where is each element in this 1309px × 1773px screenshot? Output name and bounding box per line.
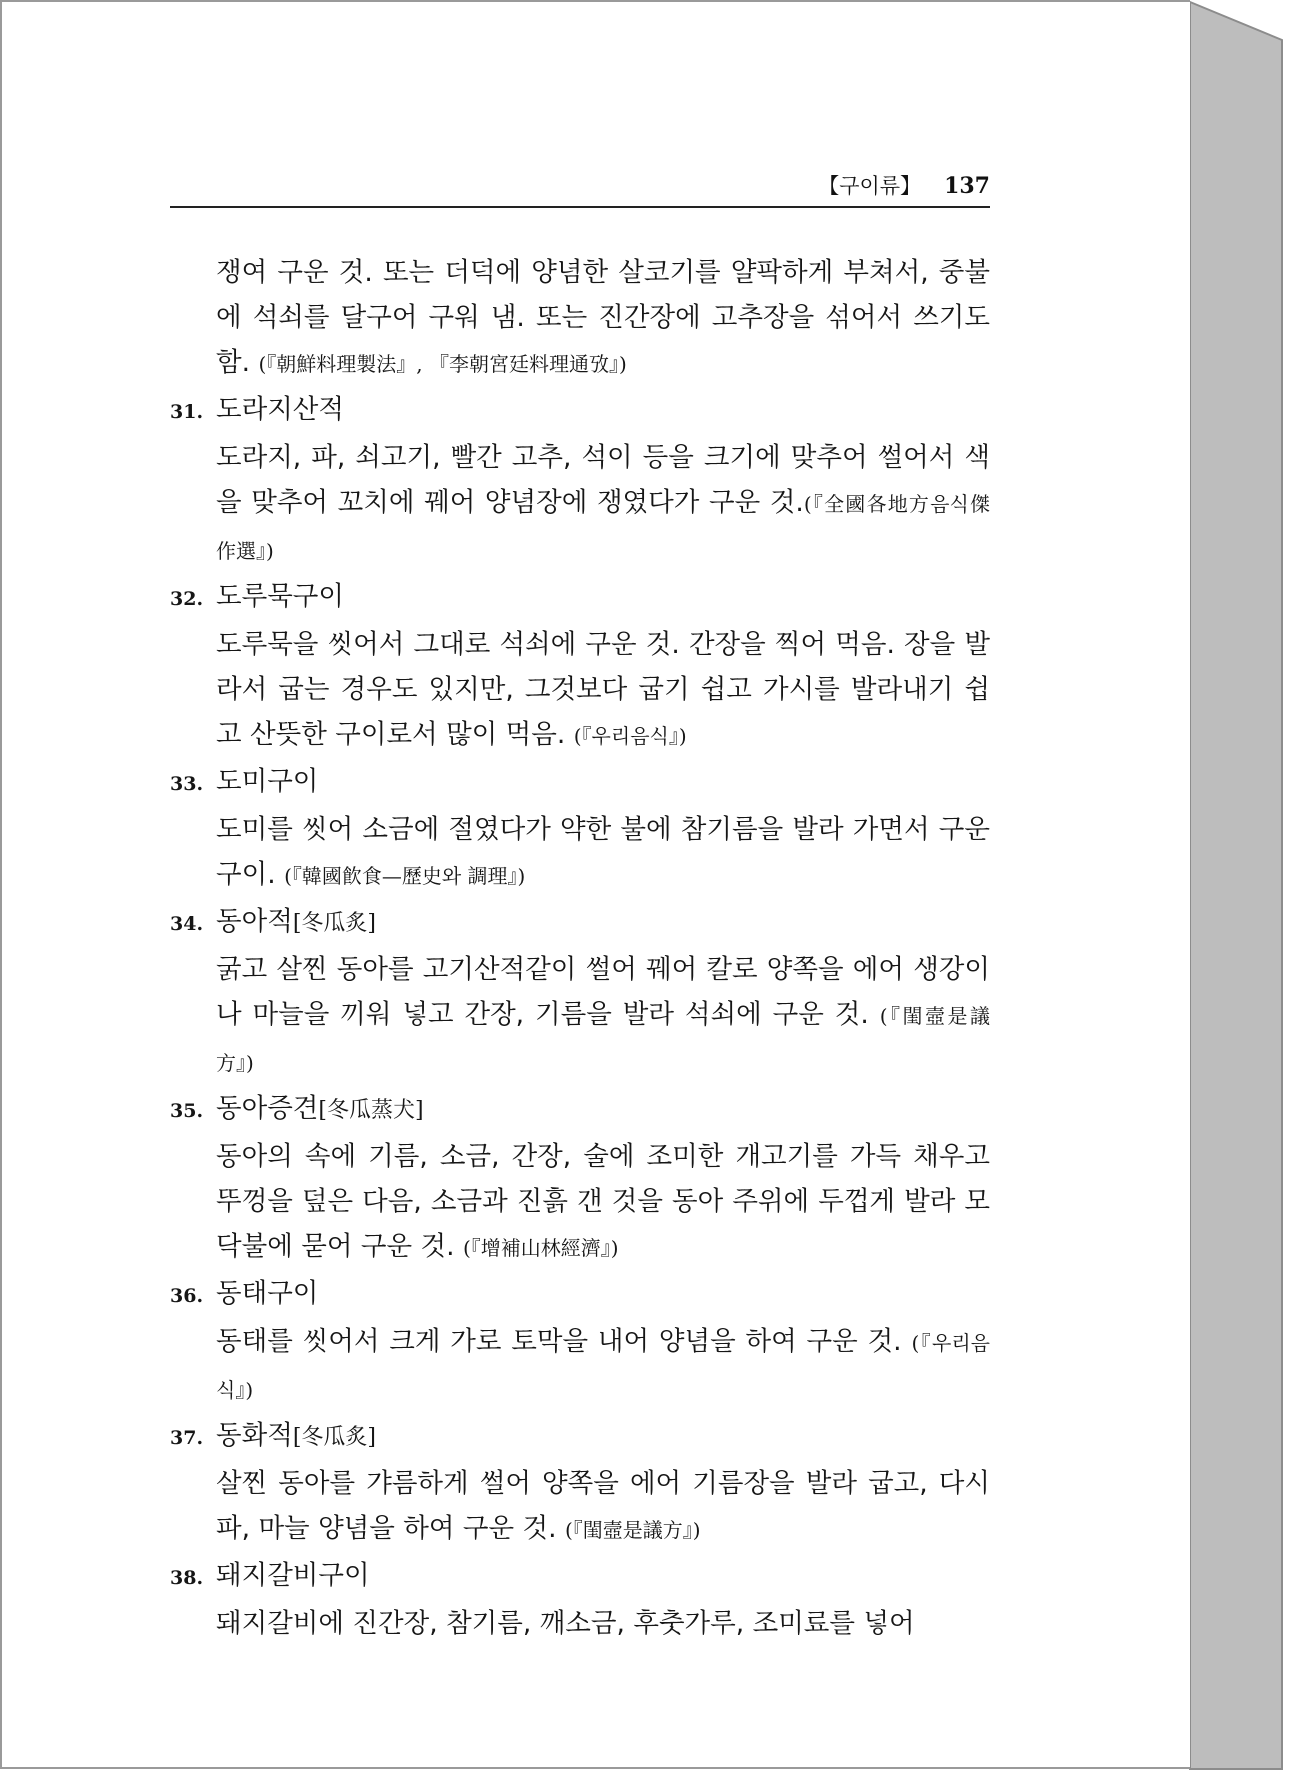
intro-paragraph [170,250,990,387]
entry-38 [170,1553,990,1648]
entry-heading [170,1553,990,1601]
entry-36 [170,1271,990,1413]
entry-citation: (『우리음식』) [216,1331,990,1402]
entry-text [170,1319,990,1413]
entry-number: 36. [170,1285,204,1307]
entry-heading [170,1271,990,1319]
entry-text [170,807,990,899]
entry-citation: (『韓國飮食—歷史와 調理』) [284,864,526,888]
entry-body: 굵고 살찐 동아를 고기산적같이 썰어 꿰어 칼로 양쪽을 에어 생강이나 마늘을 끼워 넣고 간장, 기름을 발라 석쇠에 구운 것. [216,954,990,1030]
entry-text [170,1601,990,1648]
page-number: 137 [944,173,990,199]
entry-text [170,435,990,574]
entry-32 [170,574,990,759]
entry-citation: (『增補山林經濟』) [462,1236,619,1260]
entry-heading [170,759,990,807]
entry-title: 도라지산적 [216,394,344,425]
entry-text [170,1134,990,1271]
entry-title: 도미구이 [216,766,319,797]
entry-citation: (『우리음식』) [573,724,687,748]
entry-title: 도루묵구이 [216,581,344,612]
intro-citation: (『朝鮮料理製法』, 『李朝宮廷料理通攷』) [258,352,627,376]
section-title: 【구이류】 [818,174,922,198]
entry-number: 37. [170,1427,204,1449]
entry-number: 32. [170,588,204,610]
entry-34 [170,899,990,1086]
entry-hanja: [冬瓜蒸犬] [318,1098,424,1123]
entry-number: 33. [170,773,204,795]
entry-heading [170,1413,990,1461]
entry-heading [170,1086,990,1134]
header-rule [170,206,990,208]
entry-35 [170,1086,990,1271]
entry-hanja: [冬瓜炙] [292,911,376,936]
page-body [170,250,990,1648]
entry-body: 동아의 속에 기름, 소금, 간장, 술에 조미한 개고기를 가득 채우고 뚜껑을 덮은 다음, 소금과 진흙 갠 것을 동아 주위에 두껍게 발라 모닥불에 묻어 구운 것. [216,1141,990,1262]
entry-number: 34. [170,913,204,935]
intro-text: 쟁여 구운 것. 또는 더덕에 양념한 살코기를 얄팍하게 부쳐서, 중불에 석쇠를 달구어 구워 냄. 또는 진간장에 고추장을 섞어서 쓰기도 함. [216,257,990,378]
entry-title: 동화적 [216,1420,293,1451]
entry-text [170,947,990,1086]
entry-body: 도루묵을 씻어서 그대로 석쇠에 구운 것. 간장을 찍어 먹음. 장을 발라서 굽는 경우도 있지만, 그것보다 굽기 쉽고 가시를 발라내기 쉽고 산뜻한 구이로서 많이 먹음. [216,629,990,750]
entry-text [170,622,990,759]
entry-body: 도미를 씻어 소금에 절였다가 약한 불에 참기름을 발라 가면서 구운 구이. [216,814,990,890]
entry-citation: (『閨壼是議方』) [216,1004,990,1075]
entry-number: 35. [170,1100,204,1122]
entry-citation: (『全國各地方음식傑作選』) [216,492,990,563]
entry-heading [170,387,990,435]
entry-title: 동아적 [216,906,293,937]
entry-title: 동아증견 [216,1093,319,1124]
entry-title: 동태구이 [216,1278,319,1309]
entry-number: 31. [170,401,204,423]
entry-hanja: [冬瓜炙] [292,1425,376,1450]
entry-text [170,1461,990,1553]
entry-citation: (『閨壼是議方』) [565,1518,701,1542]
entry-number: 38. [170,1567,204,1589]
entry-heading [170,574,990,622]
entry-body: 도라지, 파, 쇠고기, 빨간 고추, 석이 등을 크기에 맞추어 썰어서 색을 맞추어 꼬치에 꿰어 양념장에 쟁였다가 구운 것. [216,442,990,518]
entry-body: 동태를 씻어서 크게 가로 토막을 내어 양념을 하여 구운 것. [216,1326,902,1357]
entry-body: 살찐 동아를 갸름하게 썰어 양쪽을 에어 기름장을 발라 굽고, 다시 파, 마늘 양념을 하여 구운 것. [216,1468,990,1544]
entry-body: 돼지갈비에 진간장, 참기름, 깨소금, 후춧가루, 조미료를 넣어 [216,1608,915,1639]
entry-33 [170,759,990,899]
running-header [170,170,990,210]
entry-heading [170,899,990,947]
entry-title: 돼지갈비구이 [216,1560,370,1591]
entry-31 [170,387,990,574]
entry-37 [170,1413,990,1553]
